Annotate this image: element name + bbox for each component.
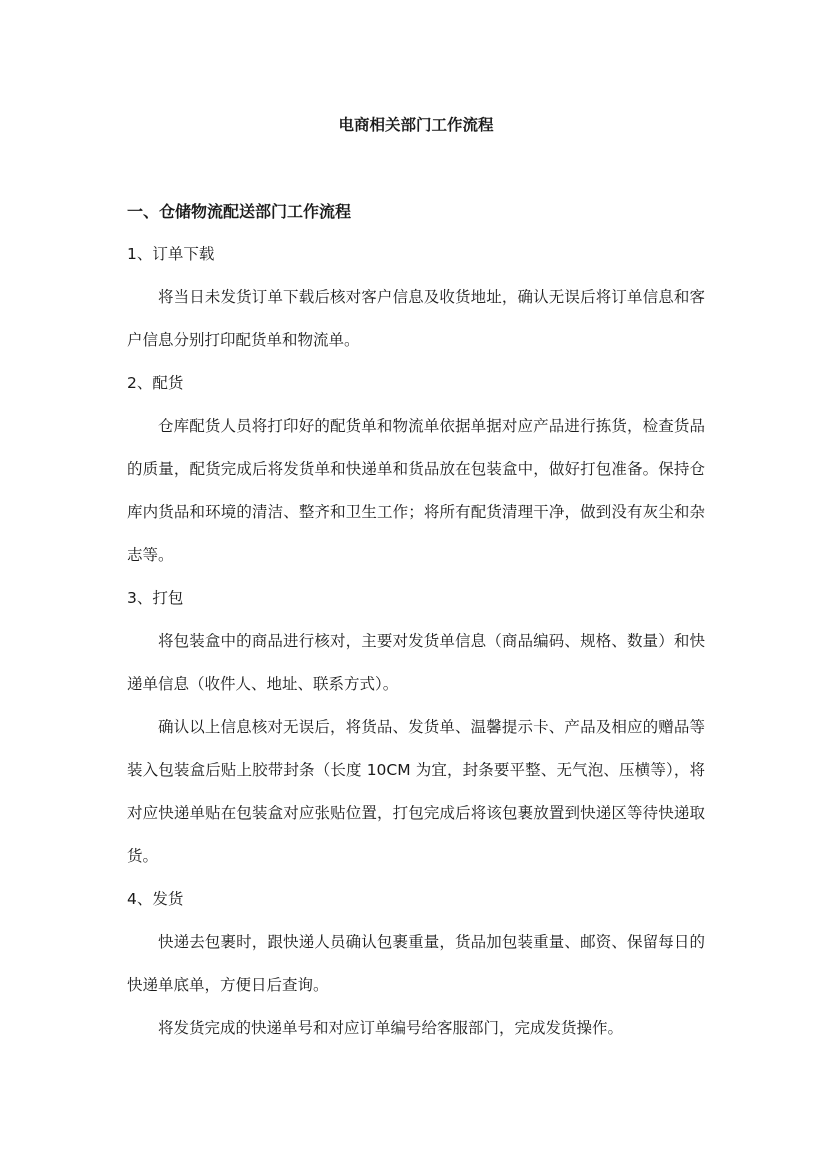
item-heading: 3、打包 [127, 589, 184, 607]
paragraph: 将当日未发货订单下载后核对客户信息及收货地址，确认无误后将订单信息和客户信息分别打印配货单和物流单。 [127, 288, 705, 349]
item-heading: 4、发货 [127, 890, 184, 908]
paragraph: 将发货完成的快递单号和对应订单编号给客服部门，完成发货操作。 [158, 1019, 624, 1037]
paragraph: 将包装盒中的商品进行核对，主要对发货单信息（商品编码、规格、数量）和快递单信息（收件人、地址、联系方式）。 [127, 632, 705, 693]
paragraph: 仓库配货人员将打印好的配货单和物流单依据单据对应产品进行拣货，检查货品的质量，配货完成后将发货单和快递单和货品放在包装盒中，做好打包准备。保持仓库内货品和环境的清洁、整齐和卫生工作；将所有配货清理干净，做到没有灰尘和杂志等。 [127, 417, 705, 564]
item-heading: 2、配货 [127, 374, 184, 392]
paragraph: 快递去包裹时，跟快递人员确认包裹重量，货品加包装重量、邮资、保留每日的快递单底单，方便日后查询。 [127, 933, 705, 994]
item-heading: 1、订单下载 [127, 245, 215, 263]
section-heading: 一、仓储物流配送部门工作流程 [127, 202, 352, 221]
paragraph: 确认以上信息核对无误后，将货品、发货单、温馨提示卡、产品及相应的赠品等装入包装盒后贴上胶带封条（长度 10CM 为宜，封条要平整、无气泡、压横等），将对应快递单贴在包装盒对应张贴位置，打包完成后将该包裹放置到快递区等待快递取货。 [127, 718, 705, 865]
document-page [127, 104, 705, 1050]
document-title: 电商相关部门工作流程 [338, 116, 494, 134]
